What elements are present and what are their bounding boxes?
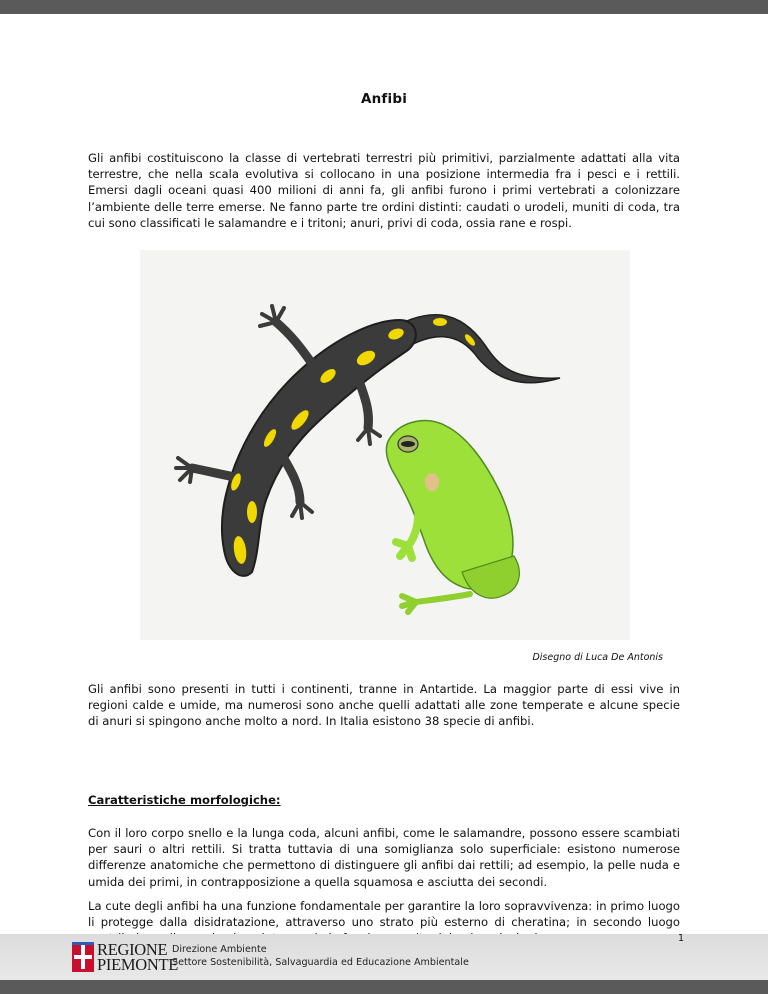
footer-sector: Settore Sostenibilità, Salvaguardia ed Educazione Ambientale bbox=[172, 957, 469, 968]
amphibians-drawing bbox=[140, 250, 630, 640]
salamander-hind-right-toes bbox=[358, 428, 380, 444]
salamander-hind-right-leg bbox=[358, 378, 369, 428]
piemonte-flag-icon bbox=[72, 942, 94, 972]
figure-caption: Disegno di Luca De Antonis bbox=[532, 652, 663, 663]
morphology-paragraph: Con il loro corpo snello e la lunga coda, alcuni anfibi, come le salamandre, possono essere scambiati per sauri o altri rettili. Si tratta tuttavia di una somiglianza solo superficiale: esistono numerose differenze anatomiche che permettono di distinguere gli anfibi dai rettili; ad esempio, la pelle nuda e umida dei primi, in contrapposizione a quella squamosa e asciutta dei secondi. bbox=[88, 826, 680, 889]
illustration-figure bbox=[140, 250, 630, 640]
frog-front-leg bbox=[396, 500, 419, 558]
page-title: Anfibi bbox=[360, 91, 408, 107]
frog-pupil bbox=[401, 441, 415, 447]
footer-department: Direzione Ambiente bbox=[172, 944, 267, 955]
bottom-bar bbox=[0, 980, 768, 994]
intro-paragraph: Gli anfibi costituiscono la classe di vertebrati terrestri più primitivi, parzialmente adattati alla vita terrestre, che nella scala evolutiva si collocano in una posizione intermedia fra i pesci e i rettili. Emersi dagli oceani quasi 400 milioni di anni fa, gli anfibi furono i primi vertebrati a colonizzare l’ambiente delle terre emerse. Ne fanno parte tre ordini distinti: caudati o urodeli, muniti di coda, tra cui sono classificati le salamandre e i tritoni; anuri, privi di coda, ossia rane e rospi. bbox=[88, 151, 680, 230]
salamander-front-right-toes bbox=[292, 502, 312, 518]
frog-tympanum bbox=[425, 473, 439, 491]
top-bar bbox=[0, 0, 768, 14]
frog-drawing bbox=[386, 421, 519, 612]
page-number: 1 bbox=[677, 933, 684, 944]
logo-text-piemonte: PIEMONTE bbox=[97, 955, 179, 974]
salamander-front-left-toes bbox=[176, 458, 192, 482]
skin-paragraph: La cute degli anfibi ha una funzione fondamentale per garantire la loro sopravvivenza: in primo luogo li protegge dalla disidratazione, attraverso uno strato più esterno di cheratina; in secondo luogo bbox=[88, 899, 680, 930]
section-heading: Caratteristiche morfologiche: bbox=[88, 793, 281, 807]
salamander-hind-left-leg bbox=[276, 322, 315, 368]
frog-hind-foot bbox=[402, 594, 470, 612]
distribution-paragraph: Gli anfibi sono presenti in tutti i continenti, tranne in Antartide. La maggior parte di essi vive in regioni calde e umide, ma numerosi sono anche quelli adattati alle zone temperate e alcune specie di anuri si spingono anche molto a nord. In Italia esistono 38 specie di anfibi. bbox=[88, 682, 680, 729]
salamander-front-right-leg bbox=[280, 452, 300, 502]
regione-piemonte-logo bbox=[72, 940, 179, 974]
logo-text-regione: REGIONE bbox=[97, 940, 168, 959]
